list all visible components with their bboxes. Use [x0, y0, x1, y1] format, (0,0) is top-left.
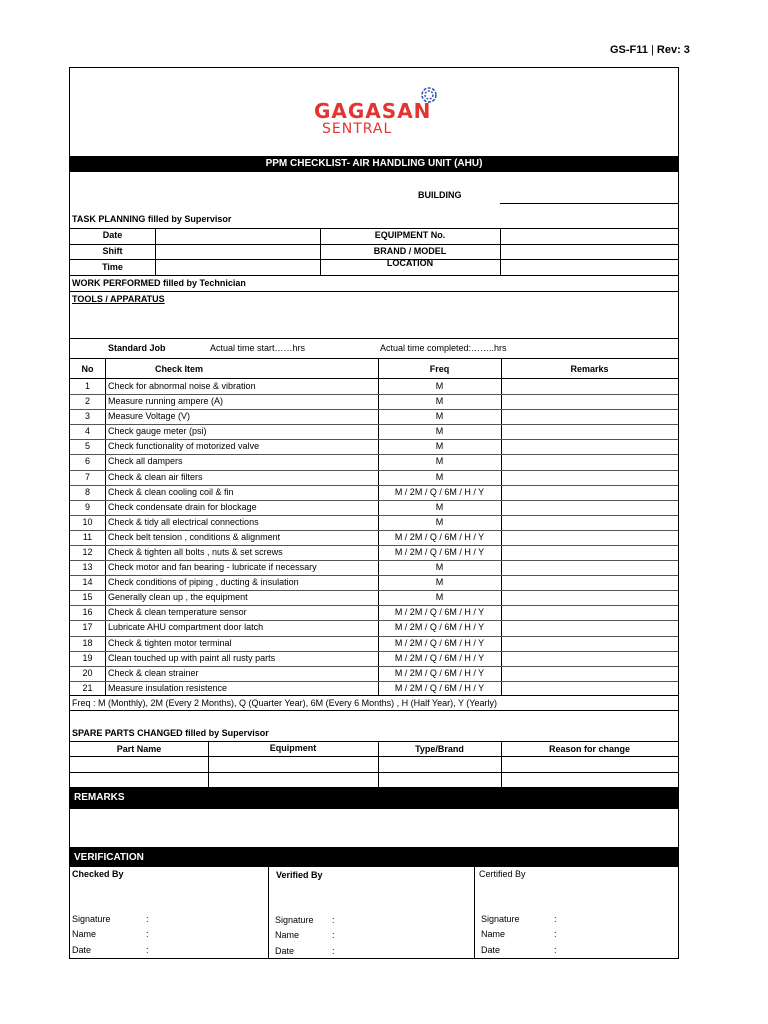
tools-field[interactable] — [70, 306, 678, 338]
check-row-no: 13 — [82, 562, 93, 573]
spare-col-part-name: Part Name — [116, 744, 162, 754]
check-row-no: 12 — [82, 546, 93, 557]
doc-code: GS-F11 — [610, 44, 648, 56]
spare-part-row-2[interactable] — [70, 773, 678, 787]
tools-heading: TOOLS / APPARATUS — [72, 294, 165, 304]
check-row-item: Check & tighten motor terminal — [108, 637, 232, 648]
check-row-item: Check functionality of motorized valve — [108, 441, 260, 452]
check-row-remarks-field[interactable] — [502, 470, 678, 485]
actual-time-start[interactable]: Actual time start……hrs — [210, 343, 306, 353]
check-row-item: Check belt tension , conditions & alignment — [108, 531, 281, 542]
checked-by-colon[interactable]: : — [146, 914, 149, 924]
location-field[interactable] — [501, 260, 678, 274]
time-field[interactable] — [156, 260, 319, 274]
form-title: PPM CHECKLIST- AIR HANDLING UNIT (AHU) — [70, 156, 678, 172]
check-row — [70, 470, 678, 485]
spare-col-equipment: Equipment — [269, 743, 317, 753]
spare-part-row-1[interactable] — [70, 757, 678, 771]
check-row-item: Lubricate AHU compartment door latch — [108, 622, 264, 633]
check-row-remarks-field[interactable] — [502, 636, 678, 651]
building-field-line[interactable] — [500, 203, 678, 204]
checked-by-title: Checked By — [72, 869, 124, 879]
freq-legend: Freq : M (Monthly), 2M (Every 2 Months), Q (Quarter Year), 6M (Every 6 Months) , H (Half Year), Y (Yearly) — [72, 698, 497, 708]
check-row — [70, 651, 678, 666]
check-row-freq: M — [435, 426, 444, 437]
spare-col-reason: Reason for change — [548, 744, 631, 754]
verified-by-colon[interactable]: : — [332, 915, 335, 925]
checked-by-name-label: Name — [72, 929, 97, 939]
check-row-freq: M / 2M / Q / 6M / H / Y — [394, 486, 485, 497]
verification-heading: VERIFICATION — [70, 847, 678, 867]
check-row-item: Check & clean cooling coil & fin — [108, 486, 234, 497]
check-row-item: Check & clean temperature sensor — [108, 607, 247, 618]
checked-by-date-label: Date — [72, 945, 92, 955]
check-row-no: 17 — [82, 622, 93, 633]
check-row-remarks-field[interactable] — [502, 651, 678, 666]
brand-model-label: BRAND / MODEL — [373, 246, 447, 256]
certified-by-name-label: Name — [481, 929, 506, 939]
check-row-freq: M — [435, 577, 444, 588]
check-row — [70, 560, 678, 575]
check-row-remarks-field[interactable] — [502, 530, 678, 545]
doc-revision: Rev: 3 — [656, 44, 690, 56]
check-row-item: Check gauge meter (psi) — [108, 426, 207, 437]
date-field[interactable] — [156, 229, 319, 243]
certified-by-date-label: Date — [481, 945, 501, 955]
check-row-no: 19 — [82, 652, 93, 663]
check-row-item: Measure insulation resistence — [108, 682, 228, 693]
check-row-remarks-field[interactable] — [502, 681, 678, 696]
col-header-no: No — [81, 364, 94, 374]
check-row-no: 9 — [84, 501, 90, 512]
check-row — [70, 681, 678, 696]
check-row-no: 15 — [82, 592, 93, 603]
check-row-freq: M — [435, 592, 444, 603]
actual-time-completed[interactable]: Actual time completed:……..hrs — [380, 343, 507, 353]
check-row-no: 10 — [82, 516, 93, 527]
check-row-freq: M / 2M / Q / 6M / H / Y — [394, 531, 485, 542]
check-row-freq: M / 2M / Q / 6M / H / Y — [394, 637, 485, 648]
verified-by-signature-label: Signature — [275, 915, 314, 925]
check-row-freq: M / 2M / Q / 6M / H / Y — [394, 607, 485, 618]
check-row-freq: M — [435, 471, 444, 482]
check-row — [70, 620, 678, 635]
check-row-remarks-field[interactable] — [502, 500, 678, 515]
check-row-freq: M — [435, 381, 444, 391]
equipment-no-field[interactable] — [501, 229, 678, 243]
check-row-freq: M — [435, 562, 444, 573]
check-row-no: 11 — [82, 531, 93, 542]
remarks-heading: REMARKS — [70, 787, 678, 809]
check-row-item: Check & tidy all electrical connections — [108, 516, 259, 527]
certified-by-colon[interactable]: : — [554, 929, 557, 939]
check-row — [70, 575, 678, 590]
checked-by-signature-label: Signature — [72, 914, 111, 924]
check-row-freq: M / 2M / Q / 6M / H / Y — [394, 682, 485, 693]
checked-by-colon[interactable]: : — [146, 945, 149, 955]
check-row-no: 8 — [84, 486, 90, 497]
check-row — [70, 605, 678, 620]
verified-by-title: Verified By — [276, 870, 323, 880]
certified-by-colon[interactable]: : — [554, 914, 557, 924]
check-row — [70, 636, 678, 651]
check-row-no: 6 — [84, 456, 90, 467]
check-row-freq: M / 2M / Q / 6M / H / Y — [394, 667, 485, 678]
check-row-remarks-field[interactable] — [502, 515, 678, 530]
check-row-freq: M / 2M / Q / 6M / H / Y — [394, 622, 485, 633]
time-label: Time — [102, 262, 123, 272]
location-label: LOCATION — [386, 258, 434, 268]
check-row-no: 7 — [84, 471, 90, 482]
check-row-item: Clean touched up with paint all rusty parts — [108, 652, 276, 663]
check-row-remarks-field[interactable] — [502, 545, 678, 560]
check-row — [70, 530, 678, 545]
check-row-item: Measure running ampere (A) — [108, 396, 224, 407]
check-row-remarks-field[interactable] — [502, 454, 678, 469]
shift-field[interactable] — [156, 245, 319, 258]
check-row-freq: M — [435, 516, 444, 527]
check-row-no: 16 — [82, 607, 93, 618]
check-row-freq: M — [435, 456, 444, 467]
task-planning-heading: TASK PLANNING filled by Supervisor — [72, 214, 232, 224]
work-performed-heading: WORK PERFORMED filled by Technician — [72, 278, 246, 288]
spare-parts-heading: SPARE PARTS CHANGED filled by Supervisor — [72, 728, 269, 738]
check-row-freq: M — [435, 441, 444, 452]
check-row-remarks-field[interactable] — [502, 666, 678, 681]
check-row-no: 3 — [84, 411, 90, 422]
company-logo — [312, 86, 442, 142]
check-row — [70, 394, 678, 409]
standard-job-label: Standard Job — [108, 343, 166, 353]
check-row-item: Check all dampers — [108, 456, 183, 467]
check-row-remarks-field[interactable] — [502, 409, 678, 424]
check-row-no: 21 — [82, 682, 93, 693]
check-row-item: Generally clean up , the equipment — [108, 592, 248, 603]
logo-line-2: SENTRAL — [322, 121, 393, 137]
check-row-no: 14 — [82, 577, 93, 588]
verified-by-colon[interactable]: : — [332, 946, 335, 956]
check-row — [70, 439, 678, 454]
check-row-remarks-field[interactable] — [502, 605, 678, 620]
spare-col-type-brand: Type/Brand — [415, 744, 464, 754]
check-row-remarks-field[interactable] — [502, 394, 678, 409]
check-row — [70, 424, 678, 439]
check-row-remarks-field[interactable] — [502, 590, 678, 605]
check-row-no: 2 — [84, 396, 90, 407]
building-label: BUILDING — [418, 190, 462, 200]
check-row-freq: M — [435, 501, 444, 512]
doc-reference — [610, 44, 690, 57]
check-row-no: 1 — [84, 381, 90, 391]
check-row — [70, 515, 678, 530]
check-row-remarks-field[interactable] — [502, 485, 678, 500]
check-row-item: Check condensate drain for blockage — [108, 501, 257, 512]
check-row-freq: M / 2M / Q / 6M / H / Y — [394, 652, 485, 663]
col-header-check-item: Check Item — [155, 364, 204, 374]
certified-by-signature-label: Signature — [481, 914, 520, 924]
check-row-item: Check for abnormal noise & vibration — [108, 381, 256, 391]
check-row-item: Measure Voltage (V) — [108, 411, 191, 422]
brand-model-field[interactable] — [501, 245, 678, 258]
col-header-freq: Freq — [429, 364, 450, 374]
doc-separator: | — [650, 44, 654, 56]
check-row-remarks-field[interactable] — [502, 379, 678, 394]
check-row — [70, 590, 678, 605]
check-row-no: 18 — [82, 637, 93, 648]
verified-by-date-label: Date — [275, 946, 295, 956]
check-row-item: Check & clean strainer — [108, 667, 199, 678]
check-row-no: 4 — [84, 426, 90, 437]
check-row-item: Check & tighten all bolts , nuts & set screws — [108, 546, 283, 557]
check-row — [70, 379, 678, 394]
logo-line-1: GAGASAN — [314, 99, 432, 123]
check-row-item: Check motor and fan bearing - lubricate if necessary — [108, 562, 317, 573]
check-row-remarks-field[interactable] — [502, 575, 678, 590]
check-row-no: 5 — [84, 441, 90, 452]
check-row-remarks-field[interactable] — [502, 424, 678, 439]
verified-by-colon[interactable]: : — [332, 930, 335, 940]
check-row-remarks-field[interactable] — [502, 620, 678, 635]
check-row-freq: M — [435, 411, 444, 422]
check-row — [70, 500, 678, 515]
check-row — [70, 666, 678, 681]
check-row-remarks-field[interactable] — [502, 560, 678, 575]
check-row — [70, 409, 678, 424]
check-row-remarks-field[interactable] — [502, 439, 678, 454]
col-header-remarks: Remarks — [570, 364, 609, 374]
certified-by-colon[interactable]: : — [554, 945, 557, 955]
remarks-field[interactable] — [70, 809, 678, 847]
check-row — [70, 454, 678, 469]
check-row-freq: M / 2M / Q / 6M / H / Y — [394, 546, 485, 557]
check-row-freq: M — [435, 396, 444, 407]
equipment-no-label: EQUIPMENT No. — [374, 230, 446, 240]
shift-label: Shift — [102, 246, 123, 256]
check-row-no: 20 — [82, 667, 93, 678]
checked-by-colon[interactable]: : — [146, 929, 149, 939]
check-row — [70, 545, 678, 560]
verified-by-name-label: Name — [275, 930, 300, 940]
date-label: Date — [102, 230, 123, 240]
check-row — [70, 485, 678, 500]
check-row-item: Check & clean air filters — [108, 471, 203, 482]
check-row-item: Check conditions of piping , ducting & insulation — [108, 577, 299, 588]
certified-by-title: Certified By — [479, 869, 526, 879]
